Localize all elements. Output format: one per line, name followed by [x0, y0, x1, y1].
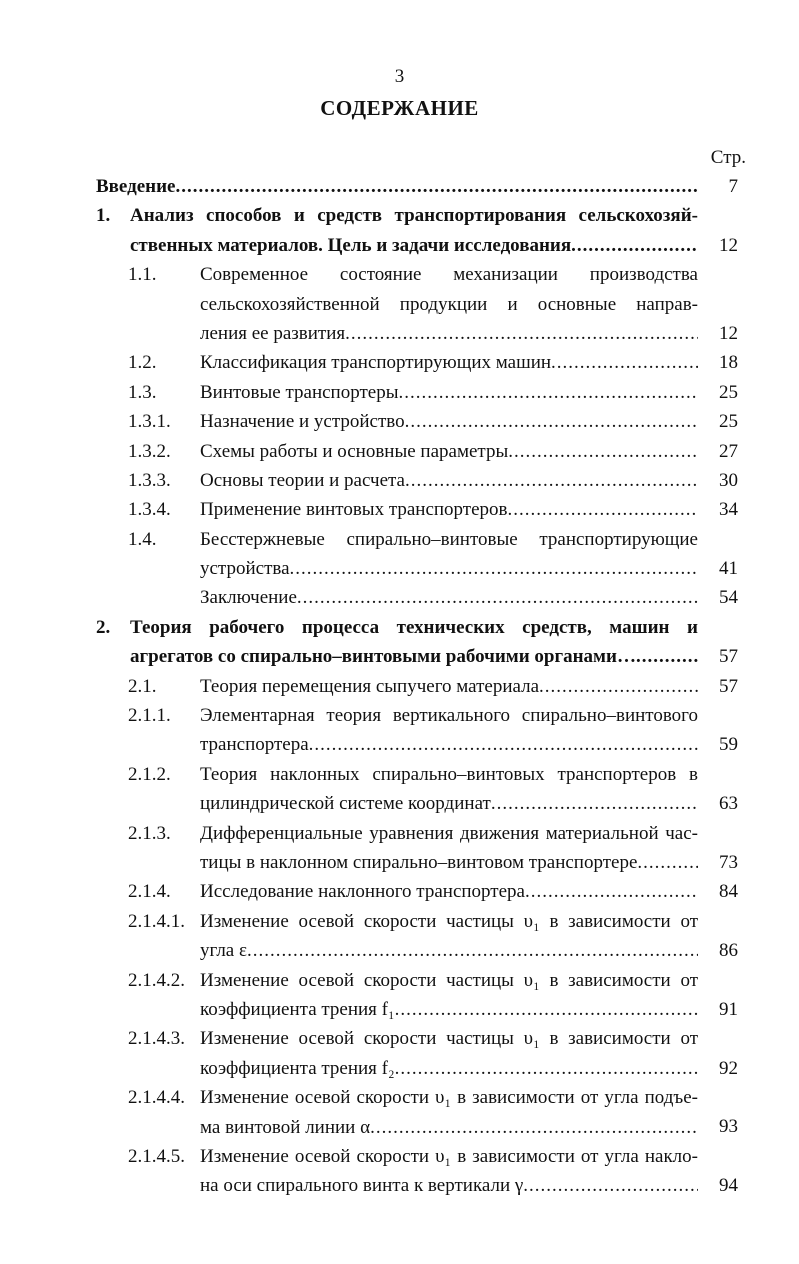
page-number: 3: [394, 66, 405, 87]
toc-entry-number: 2.1.: [128, 675, 157, 697]
toc-entry-number: 2.1.4.2.: [128, 969, 185, 991]
toc-entry-number: 1.3.: [128, 381, 157, 403]
toc-entry-text: ственных материалов. Цель и задачи исследования: [130, 234, 572, 256]
toc-entry-page: 12: [719, 322, 738, 344]
toc-entry-page: 25: [719, 381, 738, 403]
toc-entry-line: [200, 495, 698, 524]
toc-entry-number: 2.: [96, 616, 111, 638]
toc-entry-page: 84: [719, 881, 738, 903]
toc-entry-line: [200, 730, 698, 759]
toc-entry-line: [130, 231, 698, 260]
toc-entry-text: Изменение осевой скорости частицы υ₁ в зависимости от: [200, 910, 698, 932]
leader-dots: [309, 730, 698, 759]
toc-entry-page: 92: [719, 1057, 738, 1079]
toc-entry: [0, 613, 799, 672]
toc-entry-line: [130, 642, 698, 671]
page-title: СОДЕРЖАНИЕ: [320, 96, 479, 120]
toc-entry-page: 73: [719, 851, 738, 873]
toc-entry: [0, 877, 799, 906]
toc-entry-page: 59: [719, 734, 738, 756]
toc-entry: [0, 201, 799, 260]
toc-entry-page: 57: [719, 675, 738, 697]
leader-dots: [523, 1171, 698, 1200]
toc-entry-line: [200, 789, 698, 818]
toc-entry-text: Бесстержневые спирально–винтовые транспортирующие: [200, 528, 698, 550]
leader-dots: [571, 231, 698, 260]
toc-entry: [0, 466, 799, 495]
toc-entry: [0, 407, 799, 436]
table-of-contents: [0, 172, 799, 1201]
leader-dots: [405, 466, 698, 495]
toc-entry: [0, 672, 799, 701]
leader-dots: [491, 789, 698, 818]
toc-entry-text: сельскохозяйственной продукции и основные направ-: [200, 293, 698, 315]
toc-entry: [0, 907, 799, 966]
toc-entry-text: Заключение: [200, 587, 297, 609]
toc-entry-number: 2.1.2.: [128, 763, 171, 785]
leader-dots: [525, 877, 698, 906]
toc-entry: [0, 819, 799, 878]
toc-entry-number: 2.1.1.: [128, 705, 171, 727]
toc-entry: [0, 1083, 799, 1142]
toc-entry-page: 18: [719, 352, 738, 374]
toc-entry-page: 12: [719, 234, 738, 256]
toc-entry-line: [200, 1171, 698, 1200]
toc-entry: [0, 378, 799, 407]
toc-entry: [0, 760, 799, 819]
toc-entry: [0, 1142, 799, 1201]
toc-entry-text: на оси спирального винта к вертикали γ: [200, 1175, 524, 1197]
toc-entry-text: ления ее развития: [200, 322, 346, 344]
leader-dots: [290, 554, 698, 583]
toc-entry-text: Изменение осевой скорости υ₁ в зависимости от угла подъе-: [200, 1087, 698, 1109]
toc-entry-page: 41: [719, 558, 738, 580]
toc-entry: [0, 172, 799, 201]
toc-entry: [0, 260, 799, 348]
toc-entry-line: [200, 848, 698, 877]
toc-entry-text: цилиндрической системе координат: [200, 793, 491, 815]
toc-entry-text: угла ε: [200, 940, 247, 962]
toc-entry-text: Теория перемещения сыпучего материала: [200, 675, 540, 697]
toc-entry-line: [200, 1113, 698, 1142]
toc-entry-number: 2.1.3.: [128, 822, 171, 844]
toc-entry-text: Винтовые транспортеры: [200, 381, 399, 403]
toc-entry-text: Элементарная теория вертикального спирально–винтового: [200, 705, 698, 727]
toc-entry-number: 1.3.2.: [128, 440, 171, 462]
toc-entry-line: [200, 554, 698, 583]
toc-entry: [0, 1024, 799, 1083]
toc-entry-text: Схемы работы и основные параметры: [200, 440, 509, 462]
toc-entry-text: Введение: [96, 176, 176, 197]
leader-dots: [247, 936, 698, 965]
toc-entry-page: 54: [719, 587, 738, 609]
toc-entry-text: устройства: [200, 558, 290, 580]
toc-entry-page: 86: [719, 940, 738, 962]
leader-dots: [345, 319, 698, 348]
toc-entry-text: Исследование наклонного транспортера: [200, 881, 525, 903]
toc-entry-number: 1.1.: [128, 264, 157, 286]
leader-dots: [370, 1113, 698, 1142]
toc-entry: [0, 583, 799, 612]
toc-entry-page: 63: [719, 793, 738, 815]
toc-entry-number: 2.1.4.1.: [128, 910, 185, 932]
toc-entry-number: 1.: [96, 205, 111, 227]
toc-entry-text: Изменение осевой скорости υ₁ в зависимости от угла накло-: [200, 1145, 698, 1167]
toc-entry-page: 91: [719, 998, 738, 1020]
leader-dots: [405, 407, 698, 436]
toc-entry-number: 2.1.4.3.: [128, 1028, 185, 1050]
toc-entry-page: 57: [719, 646, 738, 668]
toc-entry-line: [200, 583, 698, 612]
toc-entry-number: 1.3.4.: [128, 499, 171, 521]
toc-entry-text: Назначение и устройство: [200, 411, 405, 433]
toc-entry-page: 93: [719, 1116, 738, 1138]
toc-entry-line: [200, 466, 698, 495]
toc-entry-page: 30: [719, 469, 738, 491]
toc-entry-number: 1.2.: [128, 352, 157, 374]
toc-entry-text: Изменение осевой скорости частицы υ₁ в зависимости от: [200, 1028, 698, 1050]
toc-entry-line: [200, 319, 698, 348]
toc-entry-text: транспортера: [200, 734, 309, 756]
toc-entry-number: 2.1.4.5.: [128, 1145, 185, 1167]
toc-entry-text: Основы теории и расчета: [200, 469, 405, 491]
toc-entry: [0, 495, 799, 524]
leader-dots: [539, 672, 698, 701]
toc-entry-line: [200, 936, 698, 965]
toc-entry-text: Анализ способов и средств транспортирования сельскохозяй-: [130, 205, 698, 227]
page-column-label: Стр.: [710, 147, 746, 168]
toc-entry-text: тицы в наклонном спирально–винтовом транспортере: [200, 851, 638, 873]
toc-entry-line: [200, 995, 698, 1024]
toc-entry-line: [200, 1054, 698, 1083]
toc-entry-page: 25: [719, 411, 738, 433]
toc-entry-line: [200, 407, 698, 436]
toc-entry-page: 7: [728, 175, 738, 197]
toc-entry-line: [200, 877, 698, 906]
toc-entry-text: Теория наклонных спирально–винтовых транспортеров в: [200, 763, 698, 785]
toc-entry-text: коэффициента трения f₁: [200, 998, 395, 1020]
toc-entry-line: [200, 672, 698, 701]
toc-entry-number: 1.3.3.: [128, 469, 171, 491]
toc-entry-text: ма винтовой линии α: [200, 1116, 371, 1138]
toc-entry: [0, 348, 799, 377]
toc-entry-page: 27: [719, 440, 738, 462]
toc-entry: [0, 966, 799, 1025]
toc-entry-line: [96, 172, 698, 201]
leader-dots: [508, 495, 698, 524]
toc-entry-text: Классификация транспортирующих машин: [200, 352, 552, 374]
toc-entry-page: 34: [719, 499, 738, 521]
leader-dots: [551, 348, 698, 377]
toc-entry-text: Современное состояние механизации производства: [200, 264, 698, 286]
leader-dots: [508, 437, 698, 466]
toc-entry: [0, 437, 799, 466]
leader-dots: [176, 172, 699, 201]
toc-entry-text: агрегатов со спирально–винтовыми рабочими органами…: [130, 646, 636, 668]
leader-dots: [395, 995, 698, 1024]
toc-entry-number: 2.1.4.: [128, 881, 171, 903]
toc-entry-page: 94: [719, 1175, 738, 1197]
toc-entry-line: [200, 437, 698, 466]
toc-entry-line: [200, 348, 698, 377]
toc-entry-number: 2.1.4.4.: [128, 1087, 185, 1109]
leader-dots: [297, 583, 698, 612]
toc-entry-line: [200, 378, 698, 407]
leader-dots: [395, 1054, 698, 1083]
toc-entry-text: коэффициента трения f₂: [200, 1057, 395, 1079]
toc-entry: [0, 701, 799, 760]
toc-entry-text: Изменение осевой скорости частицы υ₁ в зависимости от: [200, 969, 698, 991]
toc-entry-number: 1.4.: [128, 528, 157, 550]
toc-entry-text: Теория рабочего процесса технических средств, машин и: [130, 616, 698, 638]
leader-dots: [398, 378, 698, 407]
toc-entry-text: Применение винтовых транспортеров: [200, 499, 508, 521]
toc-entry-number: 1.3.1.: [128, 411, 171, 433]
toc-entry: [0, 525, 799, 584]
toc-entry-text: Дифференциальные уравнения движения материальной час-: [200, 822, 698, 844]
